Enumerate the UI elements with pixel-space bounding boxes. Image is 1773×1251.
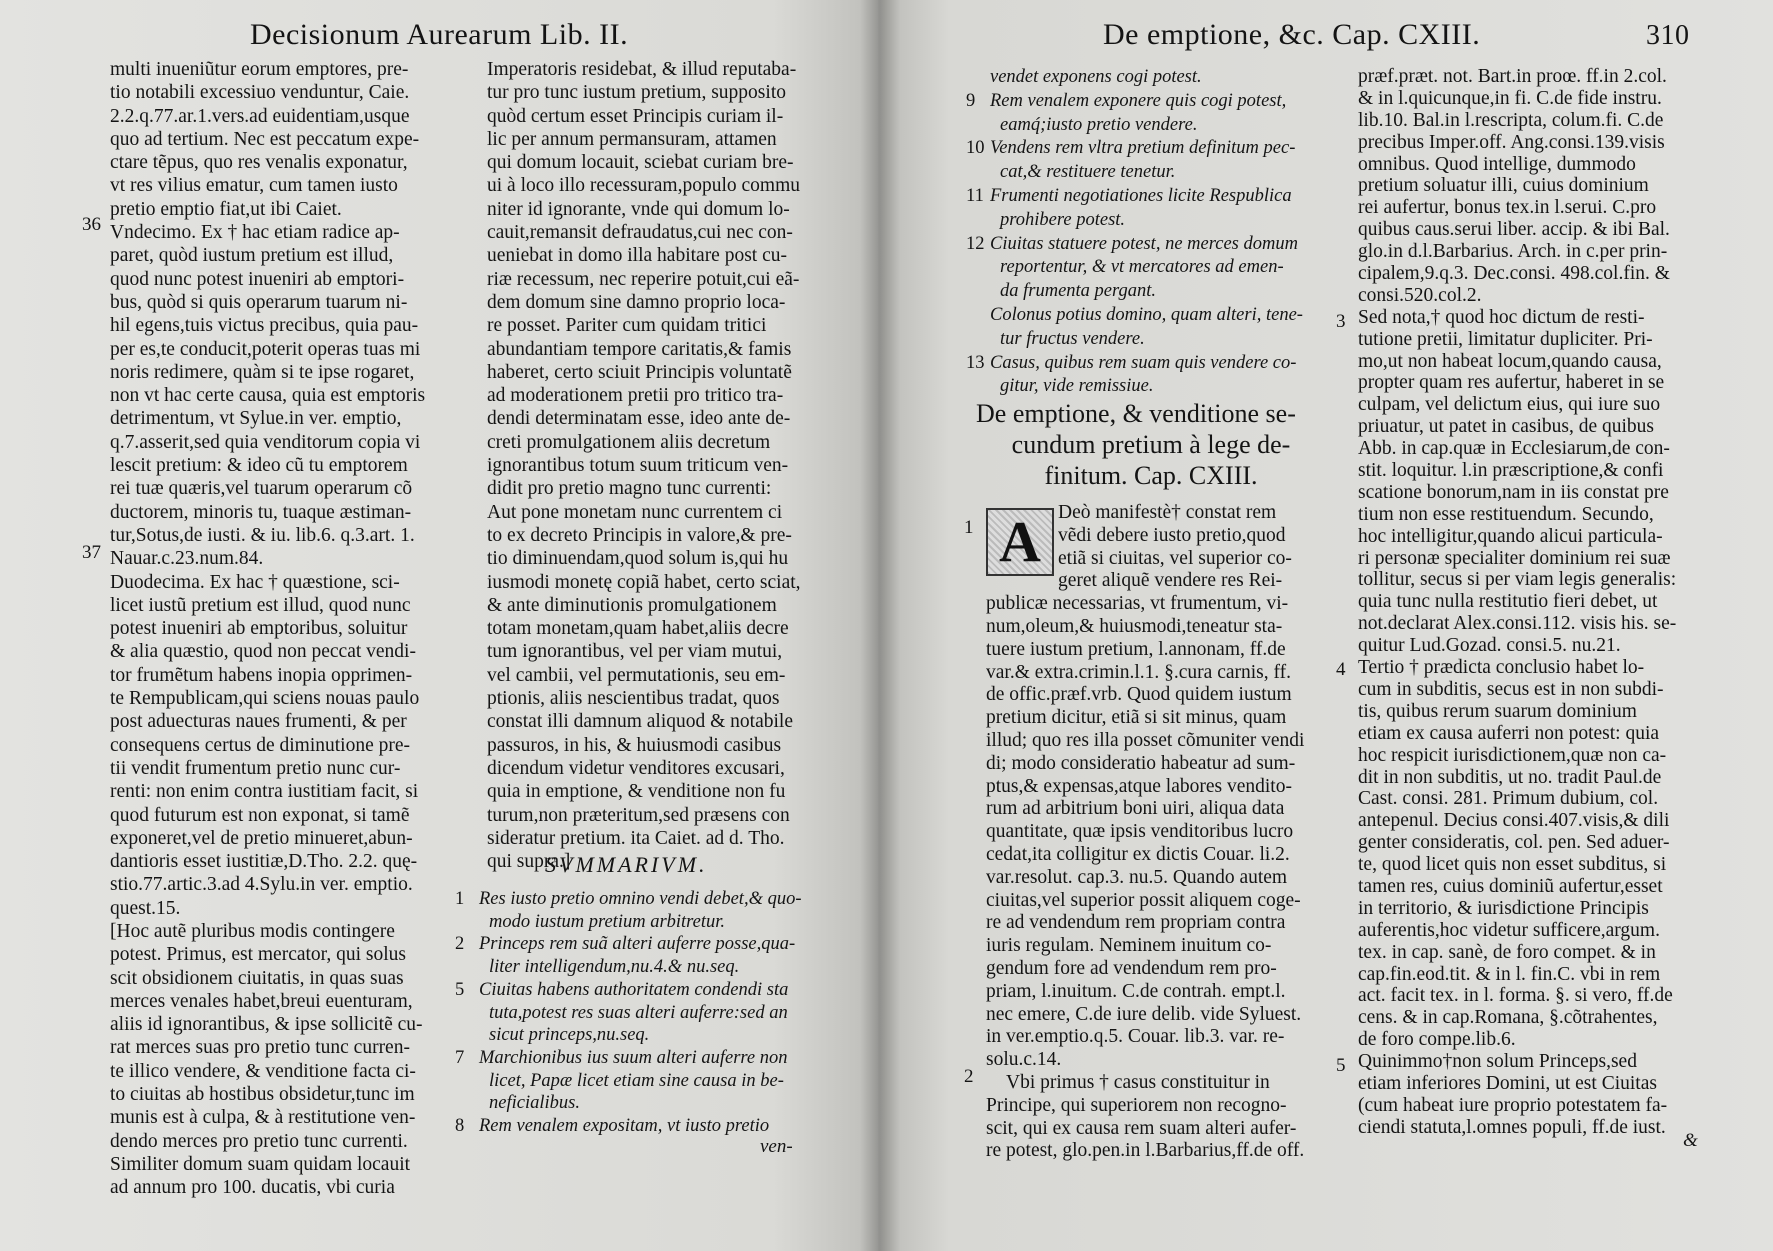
text-line: ctare tẽpus, quo res venalis exponatur, [110,152,408,174]
text-line: di; modo consideratio habeatur ad sum- [986,752,1296,774]
text-line: & ante diminutionis promulgationem [487,594,777,616]
text-line: scit obsidionem ciuitatis, in quas suas [110,967,404,989]
left-page [0,0,878,1251]
summarium-number: 12 [966,233,985,254]
summarium-line: vendet exponens cogi potest. [990,67,1202,87]
catchword: & [1683,1130,1698,1151]
text-line: pretio emptio fiat,ut ibi Caiet. [110,198,342,220]
text-line: & alia quæstio, quod non peccat vendi- [110,641,416,663]
margin-number: 2 [964,1066,974,1087]
text-line: munis est à culpa, & à restitutione ven- [110,1107,416,1129]
summarium-item [966,66,1406,90]
summarium-item [455,1115,835,1138]
text-line: potest inueniri ab emptoribus, soluitur [110,618,408,640]
text-line: lescit pretium: & ideo cũ tu emptorem [110,455,408,477]
text-line: Imperatoris residebat, & illud reputaba- [487,59,797,80]
text-line: te, quod licet quis non esset subditus, si [1358,854,1667,876]
text-line: 2.2.q.77.ar.1.vers.ad euidentiam,usque [110,105,410,127]
text-line: scit, qui ex causa rem suam alteri aufer- [986,1117,1297,1139]
summarium-line: Res iusto pretio omnino vendi debet,& quo- [479,889,802,909]
text-line: didit pro pretio magno tunc currenti: [487,478,772,500]
text-line: iusmodi monetę copiã habet, certo sciat, [487,571,801,593]
right-column-1 [986,502,1414,1163]
text-line: num,oleum,& huiusmodi,teneatur sta- [986,615,1283,637]
summarium-line: eamq́;iusto pretio vendere. [1000,114,1198,135]
text-line: per es,te conducit,poterit operas tuas mi [110,338,421,360]
text-line: cens. & in cap.Romana, §.cõtrahentes, [1358,1007,1658,1029]
summarium-line: Marchionibus ius suum alteri auferre non [479,1047,788,1068]
text-line: tio diminuendam,quod solum is,qui hu [487,548,789,570]
text-line: ignorantibus totum suum triticum ven- [487,455,789,477]
summarium-title: SVMMARIVM. [545,852,708,877]
left-header-title: Decisionum Aurearum Lib. II. [250,18,629,51]
text-line: sideratur pretium. ita Caiet. ad d. Tho. [487,827,785,849]
text-line: vel cambii, vel permutationis, seu em- [487,664,786,686]
text-line: tex. in cap. sanè, de foro compet. & in [1358,941,1656,963]
left-column-2 [487,58,829,873]
margin-number: 1 [964,517,974,538]
text-line: tium non esse restituendum. Secundo, [1358,503,1654,525]
text-line: Duodecima. Ex hac † quæstione, sci- [110,571,400,593]
summarium-line: Princeps rem suã alteri auferre posse,qua- [479,934,796,955]
margin-number: 36 [82,214,101,235]
text-line: cipalem,9.q.3. Dec.consi. 498.col.fin. & [1358,263,1670,285]
text-line: non vt hac certe causa, quia est emptoris [110,385,426,407]
text-line: rat merces suas pro pretio tunc curren- [110,1037,410,1059]
text-line: de offic.præf.vrb. Quod quidem iustum [986,684,1292,706]
text-line: quia tunc nulla restitutio fieri debet, ut [1358,591,1658,613]
text-line: detrimentum, vt Sylue.in ver. emptio, [110,408,402,430]
text-line: cauit,remansit defraudatus,cui nec con- [487,222,793,244]
text-line: pretium soluatur illi, cuius dominium [1358,175,1649,197]
text-line: cedat,ita colligitur ex dictis Couar. li.2. [986,843,1290,865]
text-line: ptionis, aliis nescientibus tradat, quos [487,688,780,710]
summarium-list-right [966,66,1406,399]
text-line: noris redimere, quàm si te ipse rogaret, [110,361,415,383]
summarium-line: tuta,potest res suas alteri auferre:sed an [489,1002,788,1023]
text-line: propter quam res aufertur, haberet in se [1358,372,1665,394]
text-line: re ad vendendum rem propriam contra [986,912,1286,934]
text-line: Deò manifestè† constat rem [1058,502,1277,523]
text-line: etiam inferiores Domini, ut est Ciuitas [1358,1072,1657,1094]
text-line: geret aliquẽ vendere res Rei- [1058,570,1283,592]
text-line: tamen res, cuius dominiũ aufertur,esset [1358,875,1663,897]
text-line: lic per annum permansuram, attamen [487,128,777,150]
summarium-item [966,137,1406,185]
text-line: omnibus. Quod intellige, dummodo [1358,153,1636,175]
right-page-header [1103,18,1480,62]
summarium-line: Colonus potius domino, quam alteri, tene- [990,304,1303,325]
summarium-line: neficialibus. [489,1093,580,1114]
chapter-title-line: cundum pretium à lege de- [1011,430,1291,459]
chapter-title-line: De emptione, & venditione se- [976,399,1296,428]
text-line: Tertio † prædicta conclusio habet lo- [1358,657,1645,679]
text-line: exponeret,vel de pretio minueret,abun- [110,827,413,849]
summarium-number: 7 [455,1047,465,1068]
text-line: re potest, glo.pen.in l.Barbarius,ff.de off. [986,1140,1305,1162]
text-line: Nauar.c.23.num.84. [110,548,264,570]
summarium-line: cat,& restituere tenetur. [1000,162,1176,183]
text-line: in territorio, & iurisdictione Principis [1358,897,1649,919]
summarium-line: sicut princeps,nu.seq. [489,1025,650,1046]
text-line: (cum habeat iure proprio potestatem fa- [1358,1094,1668,1116]
page-number: 310 [1646,20,1690,51]
text-line: merces venales habet,breui euenturam, [110,990,413,1012]
text-line: priuatur, ut patet in casibus, de quibus [1358,416,1654,438]
text-line: te illico vendere, & venditione facta ci- [110,1060,416,1082]
text-line: priam, l.inuitum. C.de contrah. empt.l. [986,980,1286,1002]
text-line: rei aufertur, bonus tex.in l.serui. C.pro [1358,197,1657,219]
text-line: tum ignorantibus, vel per viam mutui, [487,641,783,663]
text-line: totam monetam,quam habet,aliis decre [487,618,789,640]
text-line: paret, quòd iustum pretium est illud, [110,245,394,267]
text-line: etiam ex causa auferri non potest: quia [1358,722,1660,744]
text-line: bus, quòd si quis operarum tuarum ni- [110,291,408,313]
text-line: Cast. consi. 281. Primum dubium, col. [1358,788,1659,810]
text-line: dem domum sine damno proprio loca- [487,291,786,313]
text-line: quod nunc potest inueniri ab emptori- [110,268,405,290]
summarium-item [966,185,1406,233]
left-column-1 [110,58,455,1200]
chapter-title-line: finitum. Cap. CXIII. [1044,461,1258,490]
text-line: tur pro tunc iustum pretium, supposito [487,82,786,104]
text-line: de foro compe.lib.6. [1358,1029,1516,1051]
text-line: ad annum pro 100. ducatis, vbi curia [110,1177,395,1199]
text-line: qui supra.] [487,851,571,873]
text-line: quibus caus.serui liber. accip. & ibi Bal. [1358,219,1670,241]
text-line: & in l.quicunque,in fi. C.de fide instru. [1358,87,1662,109]
right-header-title: De emptione, &c. Cap. CXIII. [1103,18,1481,51]
text-line: ad moderationem pretii pro tritico tra- [487,385,784,407]
text-line: Sed nota,† quod hoc dictum de resti- [1358,306,1645,328]
summarium-item [455,933,835,978]
text-line: consequens certus de diminutione pre- [110,734,410,756]
text-line: tollitur, secus si per viam legis generalis: [1358,569,1677,591]
text-line: dicendum videtur venditores excusari, [487,757,785,779]
text-line: quo ad tertium. Nec est peccatum expe- [110,128,420,150]
summarium-line: Ciuitas statuere potest, ne merces domum [990,233,1298,254]
text-line: nec emere, C.de iure delib. vide Syluest. [986,1003,1302,1025]
text-line: solu.c.14. [986,1049,1062,1071]
summarium-line: prohibere potest. [1000,209,1126,230]
text-line: etiã si ciuitas, vel superior co- [1058,547,1292,569]
summarium-line: Rem venalem exponere quis cogi potest, [990,90,1287,111]
text-line: dendi determinatam esse, ideo ante de- [487,408,791,430]
text-line: quòd certum esset Principis curiam il- [487,105,784,127]
text-line: antepenul. Decius consi.407.visis,& dili [1358,810,1670,832]
text-line: publicæ necessarias, vt frumentum, vi- [986,593,1289,615]
summarium-number: 11 [966,185,984,206]
text-line: to ciuitas ab hostibus obsidetur,tunc im [110,1084,415,1106]
text-line: ui à loco illo recessuram,populo commu [487,175,801,197]
text-line: iuris regulam. Neminem inuitum co- [986,935,1272,957]
text-line: quia in emptione, & venditione non fu [487,781,786,803]
text-line: creti promulgationem aliis decretum [487,431,771,453]
summarium-number: 13 [966,352,985,373]
text-line: stit. loquitur. l.in præscriptione,& confi [1358,460,1664,482]
text-line: var.& extra.crimin.l.1. §.cura carnis, ff. [986,661,1292,683]
text-line: ciendi statuta,l.omnes populi, ff.de iust. [1358,1116,1666,1138]
text-line: turum,non præteritum,sed præsens con [487,804,790,826]
summarium-number: 2 [455,934,465,955]
text-line: hil egens,tuis victus precibus, quia pau- [110,315,419,337]
text-line: licet iustũ pretium est illud, quod nunc [110,594,411,616]
text-line: act. facit tex. in l. forma. §. si vero, ff.de [1358,985,1673,1007]
margin-number: 3 [1336,311,1346,332]
text-line: passuros, in his, & huiusmodi casibus [487,734,782,756]
text-line: [Hoc autẽ pluribus modis contingere [110,920,395,942]
summarium-item [455,1047,835,1115]
text-line: stio.77.artic.3.ad 4.Sylu.in ver. emptio. [110,874,413,896]
text-line: te Rempublicam,qui sciens nouas paulo [110,688,420,710]
summarium-list-left [455,888,835,1138]
text-line: tor frumẽtum habens inopia opprimen- [110,664,413,686]
text-line: niter id ignorante, vnde qui domum lo- [487,198,790,220]
text-line: rum ad arbitrium boni uiri, aliqua data [986,798,1285,820]
drop-cap: A [986,508,1054,576]
text-line: tuere iustum pretium, l.annonam, ff.de [986,638,1286,660]
margin-number: 5 [1336,1055,1346,1076]
text-line: tii vendit frumentum pretio nunc cur- [110,757,401,779]
text-line: genter consideratis, col. pen. Sed aduer- [1358,832,1670,854]
summarium-line: tur fructus vendere. [1000,328,1145,349]
summarium-line: da frumenta pergant. [1000,281,1157,302]
text-line: Abb. in cap.quæ in Ecclesiarum,de con- [1358,438,1670,460]
text-line: tio notabili excessiuo venduntur, Caie. [110,82,410,104]
text-line: quitur Lud.Gozad. consi.5. nu.21. [1358,635,1621,657]
text-line: haberet, certo sciuit Principis voluntatẽ [487,361,792,383]
summarium-line: Casus, quibus rem suam quis vendere co- [990,352,1297,373]
text-line: illud; quo res illa posset cõmuniter vendi [986,729,1305,751]
margin-number: 4 [1336,659,1346,680]
text-line: aliis id ignorantibus, & ipse sollicitẽ cu- [110,1014,423,1036]
text-line: auferentis,hoc videtur sufficere,argum. [1358,919,1660,941]
right-page [878,0,1773,1251]
text-line: Vndecimo. Ex † hac etiam radice ap- [110,222,400,244]
text-line: precibus Imper.off. Ang.consi.139.visis [1358,131,1665,153]
text-line: culpam, vel delictum eius, qui iure suo [1358,394,1661,416]
summarium-line: gitur, vide remissiue. [1000,376,1154,397]
text-line: renti: non enim contra iustitiam facit, si [110,781,419,803]
summarium-line: modo iustum pretium arbitretur. [489,911,726,932]
text-line: vt res vilius ematur, cum tamen iusto [110,175,398,197]
summarium-number: 5 [455,979,465,1000]
text-line: hoc respicit iurisdictionem,quæ non ca- [1358,744,1667,766]
summarium-line: liter intelligendum,nu.4.& nu.seq. [489,957,740,978]
text-line: ri personæ specialiter dominium rei suæ [1358,547,1671,569]
text-line: præf.præt. not. Bart.in proœ. ff.in 2.col. [1358,66,1667,87]
summarium-item [966,352,1406,400]
summarium-item [455,979,835,1047]
text-line: dendo merces pro pretio tunc currenti. [110,1130,408,1152]
text-line: pretium dicitur, etiã si sit minus, quam [986,707,1287,729]
text-line: dantioris esset iustitiæ,D.Tho. 2.2. quę- [110,851,418,873]
summarium-number: 10 [966,138,985,159]
text-line: quod futurum est non exponat, si tamẽ [110,804,410,826]
summarium-number: 9 [966,90,976,111]
text-line: mo,ut non habeat locum,quando causa, [1358,350,1662,372]
right-column-2 [1358,66,1730,1139]
text-line: Aut pone monetam nunc currentem ci [487,501,783,523]
text-line: cum in subditis, secus est in non subdi- [1358,678,1664,700]
text-line: quest.15. [110,897,181,919]
text-line: potest. Primus, est mercator, qui solus [110,944,407,966]
summarium-line: reportentur, & vt mercatores ad emen- [1000,257,1284,278]
text-line: ciuitas,vel superior possit aliquem coge- [986,889,1301,911]
summarium-line: Frumenti negotiationes licite Respublica [990,185,1292,206]
summarium-item [966,90,1406,138]
text-line: constat illi damnum aliquod & notabile [487,711,793,733]
text-line: hoc intelligitur,quando alicui particula- [1358,525,1663,547]
text-line: tur,Sotus,de iusti. & iu. lib.6. q.3.art. 1. [110,524,415,546]
text-line: q.7.asserit,sed quia venditorum copia vi [110,431,421,453]
text-line: post aduecturas naues frumenti, & per [110,711,407,733]
summarium-item [455,888,835,933]
text-line: tutione pretii, limitatur dupliciter. Pri- [1358,328,1653,350]
text-line: not.declarat Alex.consi.112. visis his. se- [1358,613,1677,635]
text-line: ductorem, minoris tu, tuaque æstiman- [110,501,412,523]
left-page-header [250,18,628,62]
text-line: var.resolut. cap.3. nu.5. Quando autem [986,866,1288,888]
text-line: tis, quibus rerum suarum dominium [1358,700,1637,722]
text-line: abundantiam tempore caritatis,& famis [487,338,792,360]
text-line: Quinimmo†non solum Princeps,sed [1358,1051,1637,1073]
text-line: gendum fore ad vendendum rem pro- [986,957,1277,979]
margin-number: 37 [82,542,101,563]
catchword: ven- [760,1136,793,1157]
summarium-number: 1 [455,889,465,909]
text-line: Similiter domum suam quidam locauit [110,1153,411,1175]
page-number-box [1646,18,1690,62]
text-line: glo.in d.l.Barbarius. Arch. in c.per prin- [1358,241,1668,263]
text-line: scatione bonorum,nam in iis constat pre [1358,481,1669,503]
summarium-line: Ciuitas habens authoritatem condendi sta [479,979,789,1000]
text-line: ptus,& expensas,atque labores vendito- [986,775,1292,797]
text-line: Vbi primus † casus constituitur in [1006,1071,1270,1093]
summarium-item [966,233,1406,304]
text-line: rei tuæ quæris,vel tuarum operarum cõ [110,478,413,500]
chapter-title [976,398,1416,491]
text-line: vẽdi debere iusto pretio,quod [1058,524,1286,546]
text-line: in ver.emptio.q.5. Couar. lib.3. var. re- [986,1026,1285,1048]
summarium-line: Vendens rem vltra pretium definitum pec- [990,138,1296,159]
text-line: ueniebat in domo illa habitare post cu- [487,245,787,267]
text-line: dit in non subditis, ut no. tradit Paul.de [1358,766,1662,788]
text-line: riæ recessum, nec reperire potuit,cui eã- [487,268,800,290]
summarium-number: 8 [455,1116,465,1137]
text-line: quantitate, quæ ipsis venditoribus lucro [986,821,1294,843]
text-line: cap.fin.eod.tit. & in l. fin.C. vbi in rem [1358,963,1661,985]
summarium-line: licet, Papæ licet etiam sine causa in be- [489,1070,784,1091]
text-line: re posset. Pariter cum quidam tritici [487,315,767,337]
text-line: consi.520.col.2. [1358,284,1482,306]
text-line: lib.10. Bal.in l.rescripta, colum.fi. C.de [1358,109,1664,131]
summarium-line: Rem venalem expositam, vt iusto pretio [479,1116,770,1137]
text-line: Principe, qui superiorem non recogno- [986,1094,1287,1116]
text-line: multi inueniũtur eorum emptores, pre- [110,59,409,80]
text-line: qui domum locauit, sciebat curiam bre- [487,152,794,174]
text-line: to ex decreto Principis in valore,& pre- [487,524,792,546]
